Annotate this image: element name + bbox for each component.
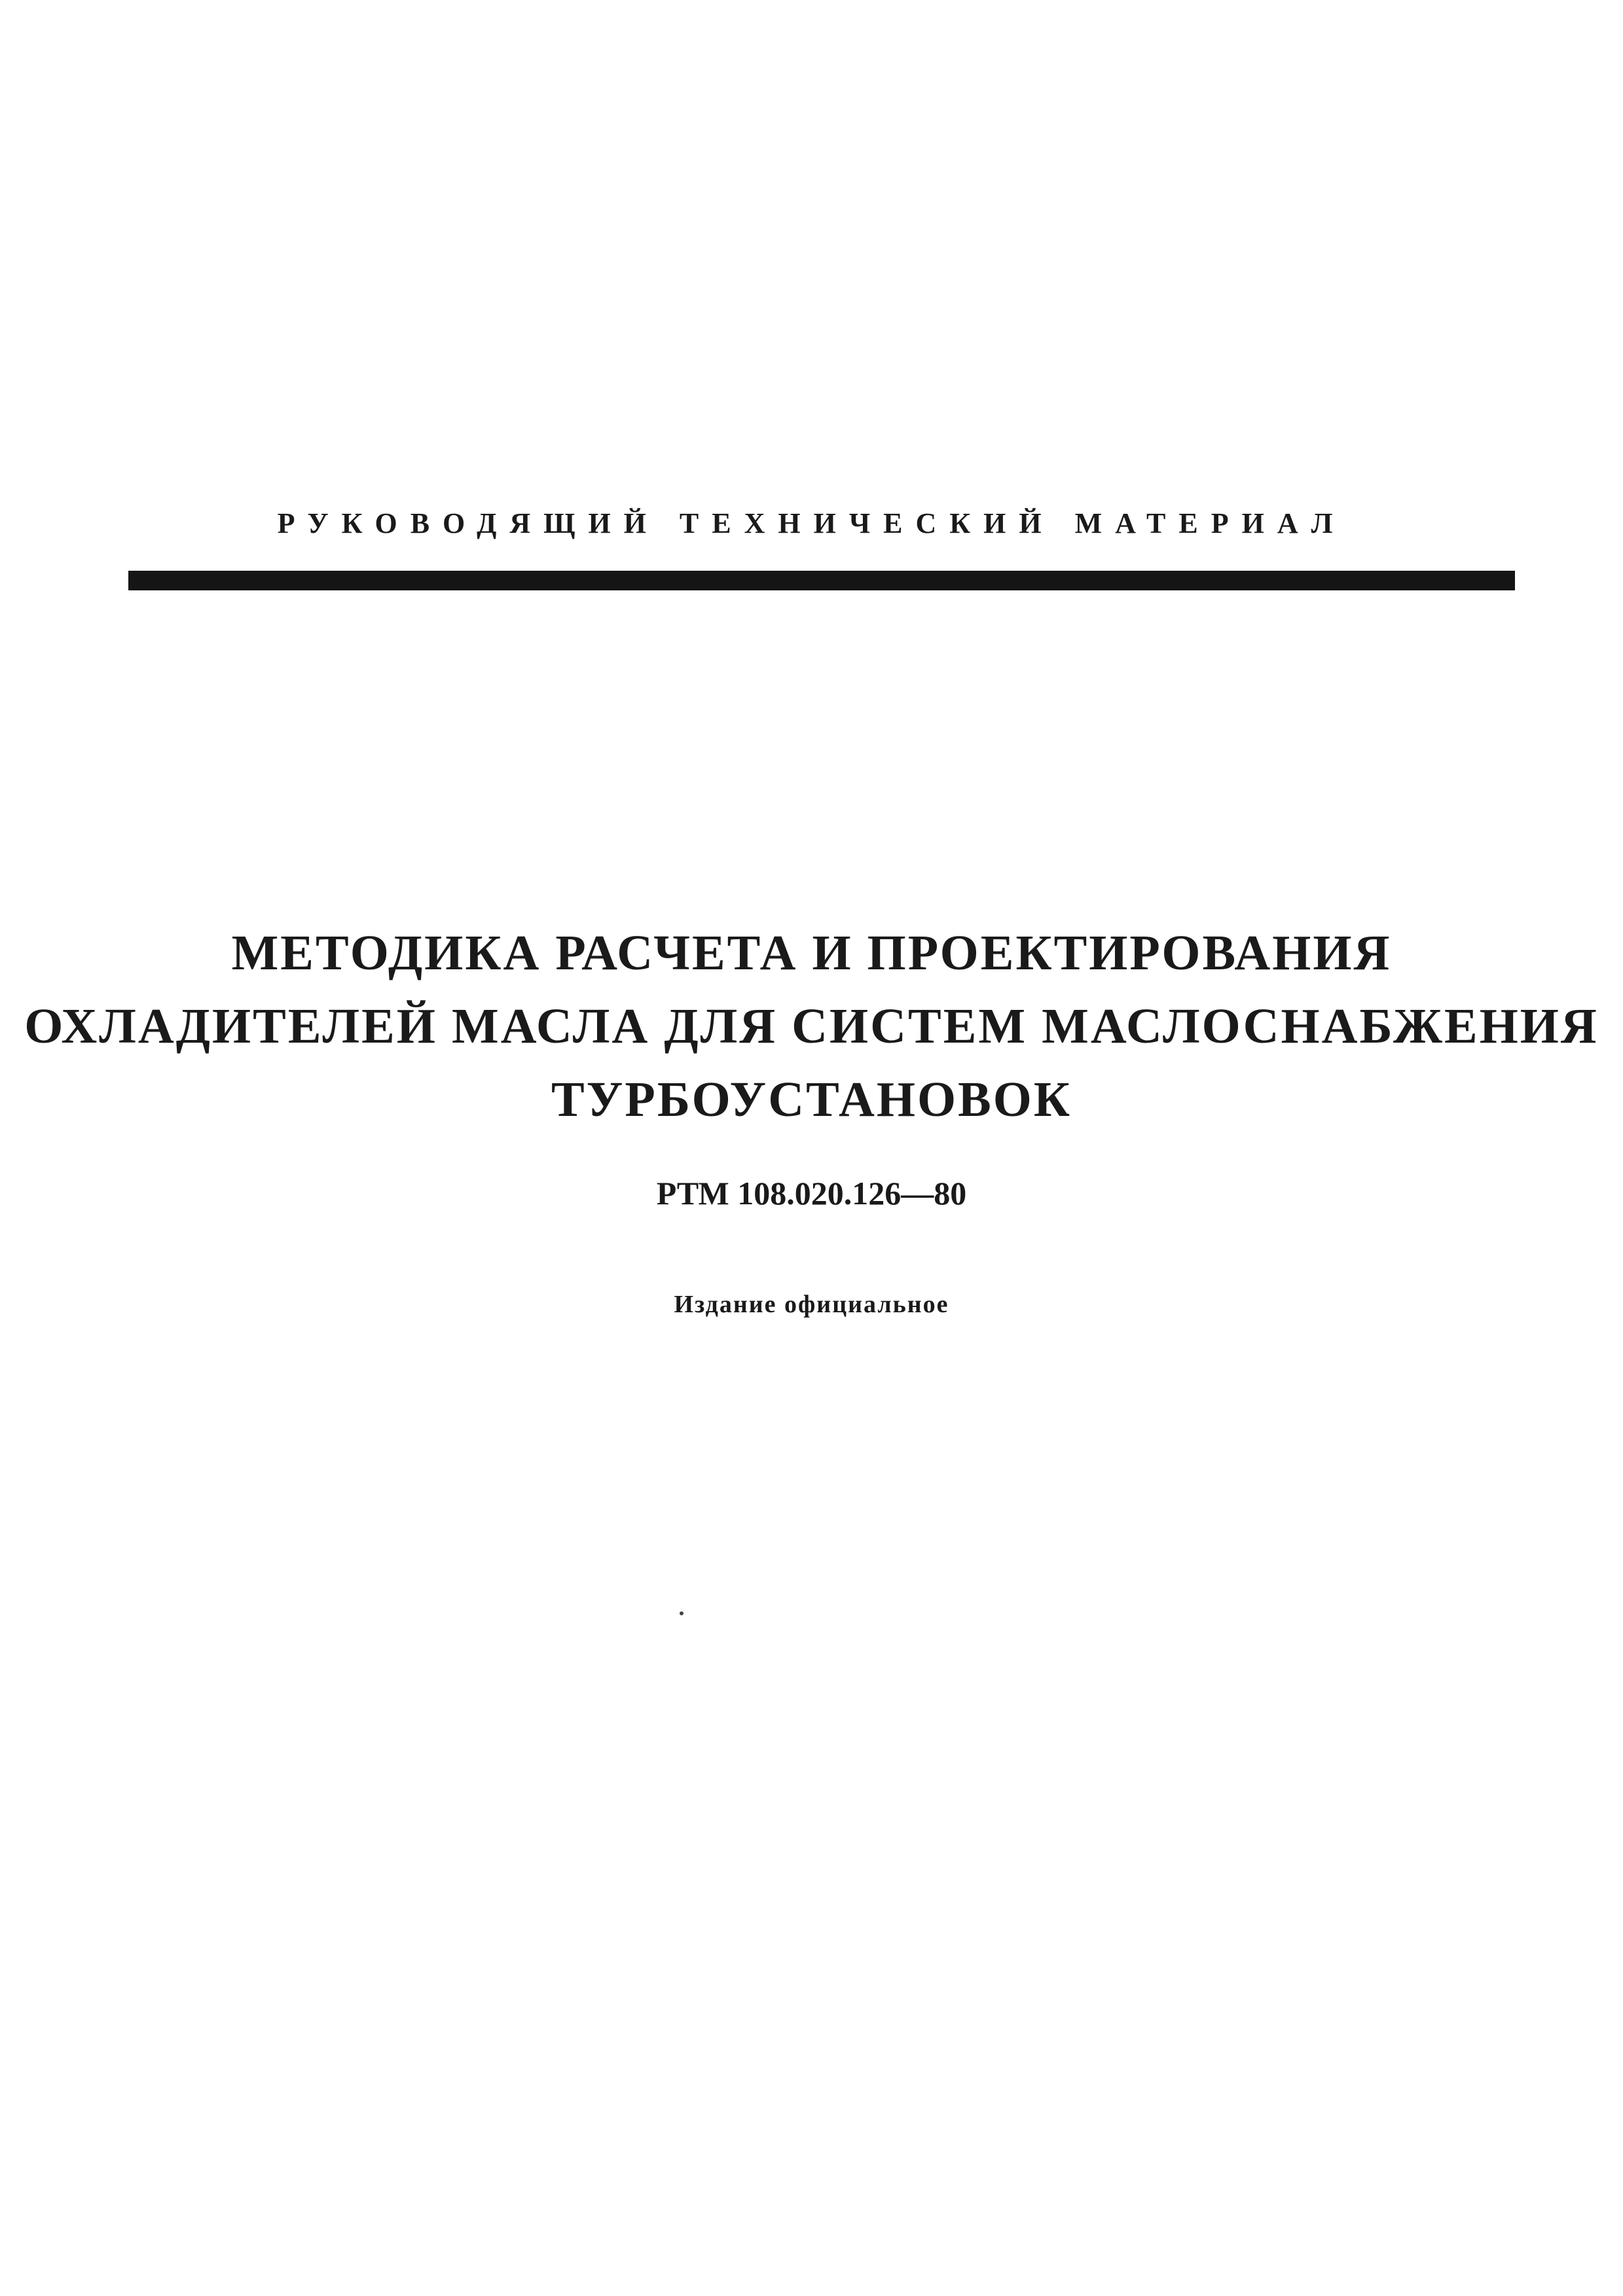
scan-speck bbox=[680, 1611, 684, 1615]
edition-note: Издание официальное bbox=[674, 1291, 949, 1318]
header-rule bbox=[128, 571, 1515, 590]
document-title bbox=[0, 916, 1623, 1136]
title-line: МЕТОДИКА РАСЧЕТА И ПРОЕКТИРОВАНИЯ bbox=[231, 925, 1392, 980]
title-line: ТУРБОУСТАНОВОК bbox=[551, 1072, 1072, 1127]
document-designation: РТМ 108.020.126—80 bbox=[656, 1175, 967, 1211]
title-line: ОХЛАДИТЕЛЕЙ МАСЛА ДЛЯ СИСТЕМ МАСЛОСНАБЖЕНИЯ bbox=[24, 999, 1599, 1054]
series-header: РУКОВОДЯЩИЙ ТЕХНИЧЕСКИЙ МАТЕРИАЛ bbox=[277, 507, 1346, 539]
